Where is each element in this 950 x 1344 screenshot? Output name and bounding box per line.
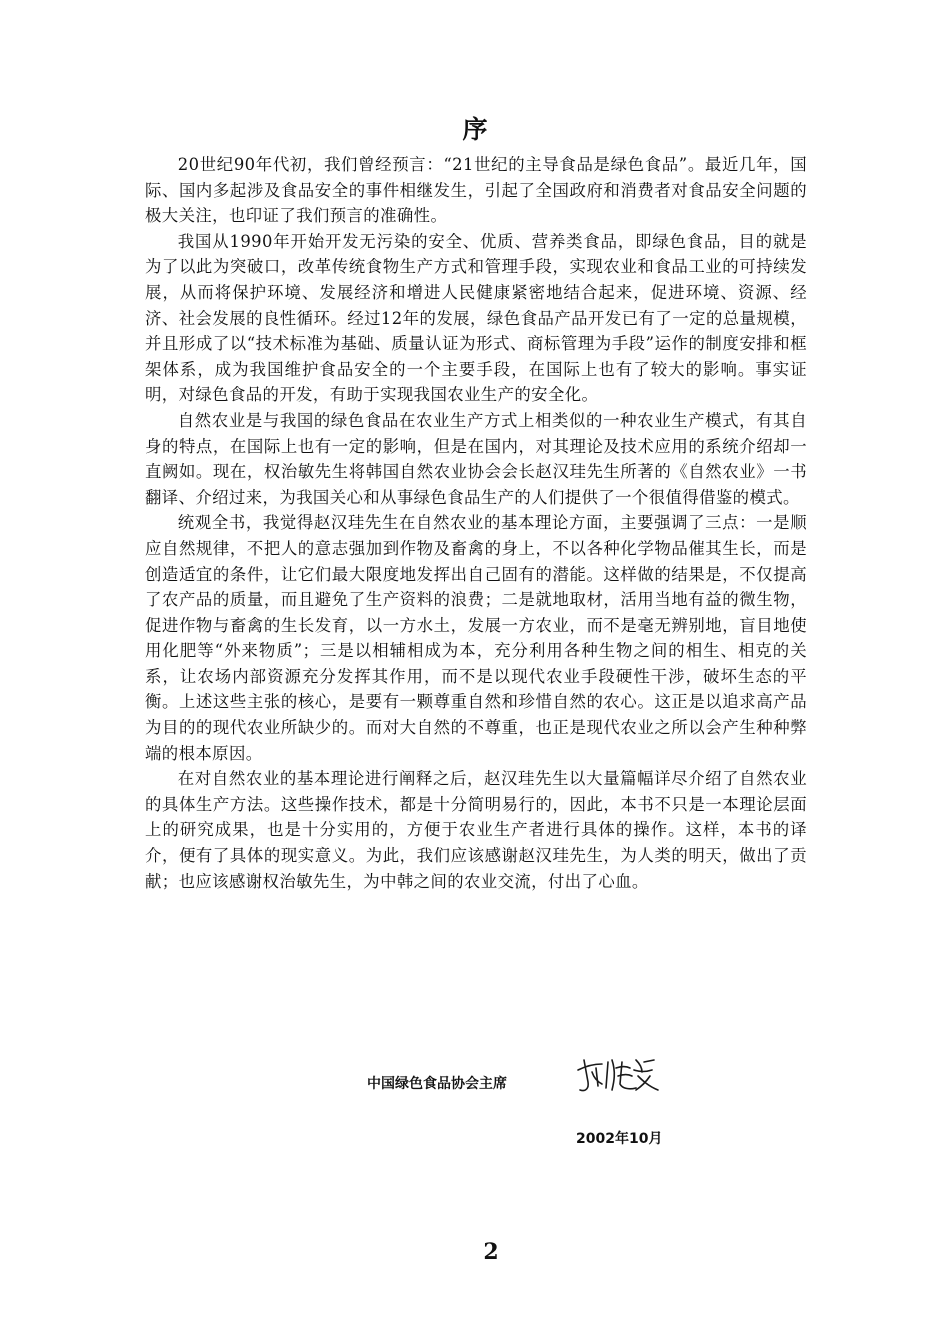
paragraph-4: 统观全书，我觉得赵汉珪先生在自然农业的基本理论方面，主要强调了三点：一是顺应自然规律，不把人的意志强加到作物及畜禽的身上，不以各种化学物品催其生长，而是创造适宜的条件，让它们最大限度地发挥出自己固有的潜能。这样做的结果是，不仅提高了农产品的质量，而且避免了生产资料的浪费；二是就地取材，活用当地有益的微生物，促进作物与畜禽的生长发育，以一方水土，发展一方农业，而不是毫无辨别地，盲目地使用化肥等“外来物质”；三是以相辅相成为本，充分利用各种生物之间的相生、相克的关系，让农场内部资源充分发挥其作用，而不是以现代农业手段硬性干涉，破坏生态的平衡。上述这些主张的核心，是要有一颗尊重自然和珍惜自然的农心。这正是以追求高产品为目的的现代农业所缺少的。而对大自然的不尊重，也正是现代农业之所以会产生种种弊端的根本原因。: [145, 513, 807, 763]
preface-body: [145, 152, 807, 894]
page-number: 2: [483, 1239, 499, 1265]
page-title: 序: [462, 115, 488, 144]
handwritten-signature: [572, 1052, 662, 1098]
paragraph-5: 在对自然农业的基本理论进行阐释之后，赵汉珪先生以大量篇幅详尽介绍了自然农业的具体生产方法。这些操作技术，都是十分简明易行的，因此，本书不只是一本理论层面上的研究成果，也是十分实用的，方便于农业生产者进行具体的操作。这样，本书的译介，便有了具体的现实意义。为此，我们应该感谢赵汉珪先生，为人类的明天，做出了贡献；也应该感谢权治敏先生，为中韩之间的农业交流，付出了心血。: [145, 769, 807, 891]
paragraph-3: 自然农业是与我国的绿色食品在农业生产方式上相类似的一种农业生产模式，有其自身的特点，在国际上也有一定的影响，但是在国内，对其理论及技术应用的系统介绍却一直阙如。现在，权治敏先生将韩国自然农业协会会长赵汉珪先生所著的《自然农业》一书翻译、介绍过来，为我国关心和从事绿色食品生产的人们提供了一个很值得借鉴的模式。: [145, 410, 807, 507]
paragraph-1: 20世纪90年代初，我们曾经预言：“21世纪的主导食品是绿色食品”。最近几年，国际、国内多起涉及食品安全的事件相继发生，引起了全国政府和消费者对食品安全问题的极大关注，也印证了我们预言的准确性。: [145, 155, 807, 226]
signature-organization: 中国绿色食品协会主席: [367, 1076, 507, 1092]
paragraph-2: 我国从1990年开始开发无污染的安全、优质、营养类食品，即绿色食品，目的就是为了以此为突破口，改革传统食物生产方式和管理手段，实现农业和食品工业的可持续发展，从而将保护环境、发展经济和增进人民健康紧密地结合起来，促进环境、资源、经济、社会发展的良性循环。经过12年的发展，绿色食品产品开发已有了一定的总量规模，并且形成了以“技术标准为基础、质量认证为形式、商标管理为手段”运作的制度安排和框架体系，成为我国维护食品安全的一个主要手段，在国际上也有了较大的影响。事实证明，对绿色食品的开发，有助于实现我国农业生产的安全化。: [145, 231, 807, 405]
signature-date: 2002年10月: [576, 1131, 663, 1147]
